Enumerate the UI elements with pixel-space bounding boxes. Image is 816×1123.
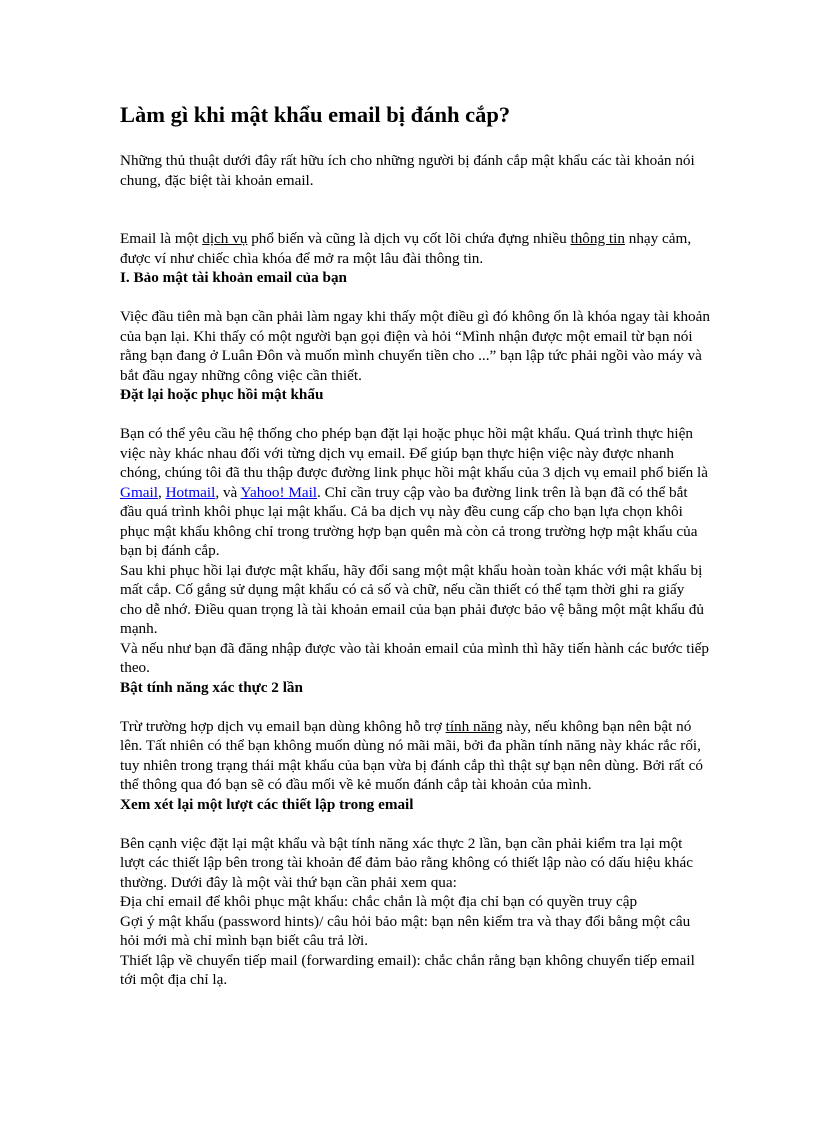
intro-paragraph: Những thủ thuật dưới đây rất hữu ích cho những người bị đánh cắp mật khẩu các tài khoản nói chung, đặc biệt tài khoản email. bbox=[120, 152, 695, 189]
spacer bbox=[120, 405, 710, 425]
spacer bbox=[120, 697, 710, 717]
spacer bbox=[120, 288, 710, 308]
underlined-term-thong-tin: thông tin bbox=[570, 230, 625, 247]
gmail-link[interactable]: Gmail bbox=[120, 483, 158, 501]
spacer bbox=[120, 190, 710, 229]
section-heading-two-factor: Bật tính năng xác thực 2 lần bbox=[120, 678, 303, 696]
text-run: , bbox=[157, 483, 166, 501]
text-run: phổ biến và cũng là dịch vụ cốt lõi chứa đựng nhiều bbox=[247, 230, 571, 247]
list-item-password-hints: Gợi ý mật khẩu (password hints)/ câu hỏi bảo mật: bạn nên kiểm tra và thay đổi bằng một câu hỏi mới mà chỉ mình bạn biết câu trả lời. bbox=[120, 912, 691, 949]
list-item-recovery-email: Địa chỉ email để khôi phục mật khẩu: chắc chắn là một địa chỉ bạn có quyền truy cập bbox=[120, 893, 638, 910]
underlined-term-tinh-nang: tính năng bbox=[445, 717, 503, 735]
hotmail-link[interactable]: Hotmail bbox=[165, 483, 216, 501]
section-heading-review-settings: Xem xét lại một lượt các thiết lập trong email bbox=[120, 795, 414, 813]
yahoo-mail-link[interactable]: Yahoo! Mail bbox=[240, 483, 318, 501]
list-item-forwarding-email: Thiết lập về chuyển tiếp mail (forwarding email): chắc chắn rằng bạn không chuyển tiếp email tới một địa chỉ lạ. bbox=[120, 951, 695, 988]
text-run: này, nếu không bạn nên bật nó lên. Tất nhiên có thể bạn không muốn dùng nó mãi mãi, bởi đa phần tính năng này khác rắc rối, tuy nhiên trong trạng thái mật khẩu của bạn vừa bị đánh cắp thì thật sự bạn nên dùng. Bởi rất có thể thông qua đó bạn sẽ có đầu mối về kẻ muốn đánh cắp tài khoản của mình. bbox=[120, 717, 703, 793]
section-heading-security: I. Bảo mật tài khoản email của bạn bbox=[120, 269, 347, 286]
paragraph-two-factor bbox=[120, 717, 710, 795]
spacer bbox=[120, 814, 710, 834]
paragraph-review-settings: Bên cạnh việc đặt lại mật khẩu và bật tính năng xác thực 2 lần, bạn cần phải kiểm tra lại một lượt các thiết lập bên trong tài khoản để đảm bảo rằng không có thiết lập nào có dấu hiệu khác thường. Dưới đây là một vài thứ bạn cần phải xem qua: bbox=[120, 834, 693, 891]
text-run: . Chỉ cần truy cập vào ba đường link trên là bạn đã có thể bắt đầu quá trình khôi phục lại mật khẩu. Cả ba dịch vụ này đều cung cấp cho bạn lựa chọn khôi phục mật khẩu không chỉ trong trường hợp bạn quên mà còn cả trong trường hợp mật khẩu của bạn bị đánh cắp. bbox=[120, 483, 698, 559]
text-run: Trừ trường hợp dịch vụ email bạn dùng không hỗ trợ bbox=[120, 717, 446, 735]
section-heading-reset-password: Đặt lại hoặc phục hồi mật khẩu bbox=[120, 386, 324, 403]
paragraph-reset-password bbox=[120, 424, 710, 561]
paragraph-next-steps: Và nếu như bạn đã đăng nhập được vào tài khoản email của mình thì hãy tiến hành các bước tiếp theo. bbox=[120, 639, 710, 676]
paragraph-new-password: Sau khi phục hồi lại được mật khẩu, hãy đổi sang một mật khẩu hoàn toàn khác với mật khẩu bị mất cắp. Cố gắng sử dụng mật khẩu có cả số và chữ, nếu cần thiết có thể tạm thời ghi ra giấy cho dễ nhớ. Điều quan trọng là tài khoản email của bạn phải được bảo vệ bằng một mật khẩu đủ mạnh. bbox=[120, 561, 704, 637]
text-run: , và bbox=[215, 483, 241, 501]
paragraph-email-overview bbox=[120, 229, 710, 268]
underlined-term-dich-vu: dịch vụ bbox=[202, 230, 248, 247]
text-run: Bạn có thể yêu cầu hệ thống cho phép bạn đặt lại hoặc phục hồi mật khẩu. Quá trình thực hiện việc này khác nhau đối với từng dịch vụ email. Để giúp bạn thực hiện việc này được nhanh chóng, chúng tôi đã thu thập được đường link phục hồi mật khẩu của 3 dịch vụ email phổ biến là bbox=[120, 425, 709, 481]
article-title: Làm gì khi mật khẩu email bị đánh cắp? bbox=[120, 102, 511, 127]
document-body bbox=[120, 100, 710, 990]
paragraph-lock-account: Việc đầu tiên mà bạn cần phải làm ngay khi thấy một điều gì đó không ổn là khóa ngay tài khoản của bạn lại. Khi thấy có một người bạn gọi điện và hỏi “Mình nhận được một email từ bạn nói rằng bạn đang ở Luân Đôn và muốn mình chuyển tiền cho ...” bạn lập tức phải ngồi vào máy và bắt đầu ngay những công việc cần thiết. bbox=[120, 308, 710, 384]
text-run: Email là một bbox=[120, 230, 203, 247]
text-run: nhạy cảm, được ví như chiếc chìa khóa để mở ra một lâu đài thông tin. bbox=[120, 230, 692, 267]
